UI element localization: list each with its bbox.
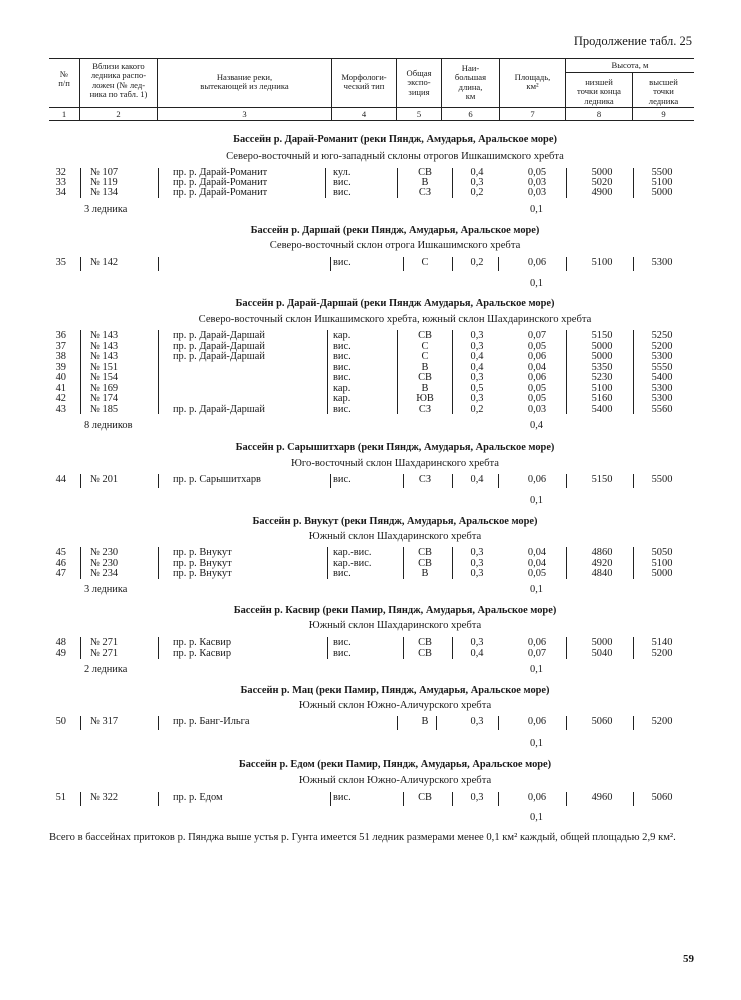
- cell-river: пр. р. Дарай-Романит: [173, 177, 268, 188]
- cell-type: вис.: [333, 187, 351, 198]
- cell-area: 0,05: [527, 167, 547, 178]
- cell-glacier: № 143: [90, 351, 119, 362]
- cell-exposition: СВ: [418, 547, 432, 558]
- cell-type: вис.: [333, 361, 351, 373]
- cell-length: 0,3: [470, 340, 484, 352]
- continuation-label: Продолжение табл. 25: [573, 34, 692, 48]
- cell-high-height: 5500: [651, 474, 673, 485]
- cell-number: 48: [55, 637, 66, 648]
- cell-type: вис.: [333, 257, 351, 268]
- cell-high-height: 5000: [651, 568, 673, 579]
- area-total: 0,1: [530, 495, 543, 506]
- cell-glacier: № 174: [90, 393, 119, 404]
- slope-subheading: Юго-восточный склон Шахдаринского хребта: [291, 458, 499, 469]
- header-col-height: Высота, м: [611, 60, 649, 70]
- cell-glacier: № 119: [90, 177, 118, 188]
- cell-area: 0,06: [527, 351, 547, 362]
- cell-type: вис.: [333, 568, 351, 579]
- cell-low-height: 5150: [591, 474, 613, 485]
- cell-length: 0,3: [470, 393, 484, 404]
- cell-type: вис.: [333, 637, 351, 648]
- cell-number: 51: [55, 792, 66, 803]
- cell-length: 0,4: [470, 361, 484, 373]
- header-col-area: Площадь, км²: [514, 72, 551, 92]
- cell-length: 0,2: [470, 403, 484, 415]
- cell-river: пр. р. Дарай-Романит: [173, 167, 268, 178]
- area-total: 0,4: [530, 420, 543, 431]
- cell-low-height: 5000: [591, 637, 613, 648]
- area-total: 0,1: [530, 278, 543, 289]
- cell-exposition: С: [421, 340, 429, 352]
- cell-type: кар.-вис.: [333, 547, 372, 558]
- cell-exposition: СВ: [418, 167, 432, 178]
- cell-area: 0,05: [527, 393, 547, 404]
- cell-river: пр. р. Дарай-Романит: [173, 187, 268, 198]
- cell-number: 44: [55, 474, 66, 485]
- table-row: [0, 547, 741, 558]
- cell-exposition: СВ: [418, 330, 432, 341]
- cell-low-height: 5000: [591, 351, 613, 362]
- cell-high-height: 5300: [651, 257, 673, 268]
- glacier-count: 3 ледника: [84, 584, 128, 595]
- cell-exposition: В: [421, 382, 429, 394]
- cell-glacier: № 169: [90, 382, 119, 394]
- cell-river: пр. р. Банг-Ильга: [173, 716, 250, 727]
- cell-area: 0,06: [527, 792, 547, 803]
- table-row: [0, 474, 741, 485]
- cell-river: пр. р. Едом: [173, 792, 223, 803]
- cell-number: 50: [55, 716, 66, 727]
- glacier-count: 2 ледника: [84, 664, 128, 675]
- cell-high-height: 5400: [651, 372, 673, 383]
- cell-river: пр. р. Дарай-Даршай: [173, 403, 265, 415]
- cell-exposition: В: [421, 716, 429, 727]
- table-row: [0, 404, 741, 415]
- cell-number: 35: [55, 257, 66, 268]
- cell-area: 0,03: [527, 187, 547, 198]
- cell-glacier: № 271: [90, 637, 119, 648]
- cell-exposition: СЗ: [418, 187, 432, 198]
- cell-area: 0,05: [527, 568, 547, 579]
- cell-exposition: СВ: [418, 557, 432, 569]
- cell-length: 0,3: [470, 568, 484, 579]
- cell-area: 0,06: [527, 257, 547, 268]
- slope-subheading: Южный склон Южно-Аличурского хребта: [298, 700, 492, 711]
- cell-number: 36: [55, 330, 66, 341]
- table-row: [0, 330, 741, 341]
- table-row: [0, 568, 741, 579]
- table-row: [0, 393, 741, 404]
- cell-area: 0,04: [527, 361, 547, 373]
- cell-number: 49: [55, 647, 66, 659]
- cell-high-height: 5050: [651, 547, 673, 558]
- cell-river: пр. р. Внукут: [173, 557, 232, 569]
- cell-length: 0,3: [470, 792, 484, 803]
- cell-exposition: СВ: [418, 637, 432, 648]
- cell-low-height: 4860: [591, 547, 613, 558]
- footnote: Всего в бассейнах притоков р. Пянджа выше устья р. Гунта имеется 51 ледник размерами менее 0,1 км² каждый, общей площадью 2,9 км².: [49, 832, 676, 843]
- cell-length: 0,3: [470, 557, 484, 569]
- basin-heading: Бассейн р. Едом (реки Памир, Пяндж, Амударья, Аральское море): [238, 759, 552, 770]
- cell-low-height: 5350: [591, 361, 613, 373]
- cell-exposition: ЮВ: [416, 393, 434, 404]
- cell-high-height: 5060: [651, 792, 673, 803]
- cell-length: 0,2: [470, 187, 484, 198]
- cell-exposition: СВ: [418, 372, 432, 383]
- cell-length: 0,3: [470, 547, 484, 558]
- cell-low-height: 5020: [591, 177, 613, 188]
- slope-subheading: Южный склон Шахдаринского хребта: [308, 531, 482, 542]
- cell-high-height: 5140: [651, 637, 673, 648]
- cell-length: 0,4: [470, 647, 484, 659]
- cell-low-height: 5160: [591, 393, 613, 404]
- cell-type: кар.-вис.: [333, 557, 372, 569]
- col-num-4: 4: [361, 109, 367, 119]
- cell-number: 47: [55, 568, 66, 579]
- cell-high-height: 5500: [651, 167, 673, 178]
- cell-river: пр. р. Касвир: [173, 637, 232, 648]
- header-col-highest-point: высшей точки ледника: [648, 77, 679, 106]
- cell-area: 0,06: [527, 716, 547, 727]
- basin-heading: Бассейн р. Сарышитхарв (реки Пяндж, Амударья, Аральское море): [235, 442, 555, 453]
- cell-type: вис.: [333, 403, 351, 415]
- cell-area: 0,07: [527, 330, 547, 341]
- cell-river: пр. р. Внукут: [173, 547, 232, 558]
- cell-river: пр. р. Дарай-Даршай: [173, 330, 265, 341]
- cell-glacier: № 143: [90, 340, 119, 352]
- cell-length: 0,3: [470, 716, 484, 727]
- cell-area: 0,06: [527, 637, 547, 648]
- cell-number: 39: [55, 361, 66, 373]
- cell-type: вис.: [333, 372, 351, 383]
- cell-number: 37: [55, 340, 66, 352]
- cell-number: 33: [55, 177, 66, 188]
- cell-number: 41: [55, 382, 66, 394]
- cell-glacier: № 201: [90, 474, 119, 485]
- cell-type: вис.: [333, 647, 351, 659]
- cell-length: 0,4: [470, 167, 484, 178]
- col-num-1: 1: [61, 109, 67, 119]
- cell-low-height: 5000: [591, 340, 613, 352]
- table-row: [0, 648, 741, 659]
- cell-low-height: 5060: [591, 716, 613, 727]
- cell-type: кул.: [333, 167, 351, 178]
- cell-glacier: № 234: [90, 568, 119, 579]
- cell-glacier: № 271: [90, 647, 119, 659]
- cell-glacier: № 185: [90, 403, 119, 415]
- cell-number: 40: [55, 372, 66, 383]
- table-row: [0, 383, 741, 394]
- basin-heading: Бассейн р. Внукут (реки Пяндж, Амударья, Аральское море): [252, 516, 538, 527]
- cell-high-height: 5550: [651, 361, 673, 373]
- cell-low-height: 5040: [591, 647, 613, 659]
- cell-length: 0,4: [470, 351, 484, 362]
- basin-heading: Бассейн р. Мац (реки Памир, Пяндж, Амударья, Аральское море): [240, 685, 550, 696]
- cell-type: кар.: [333, 382, 351, 394]
- cell-area: 0,06: [527, 372, 547, 383]
- cell-high-height: 5250: [651, 330, 673, 341]
- cell-low-height: 4920: [591, 557, 613, 569]
- basin-heading: Бассейн р. Касвир (реки Памир, Пяндж, Амударья, Аральское море): [233, 605, 557, 616]
- cell-type: вис.: [333, 351, 351, 362]
- cell-type: вис.: [333, 177, 351, 188]
- cell-river: пр. р. Касвир: [173, 647, 232, 659]
- cell-number: 32: [55, 167, 66, 178]
- table-row: [0, 637, 741, 648]
- header-col-length: Наи- большая длина, км: [454, 63, 487, 102]
- cell-low-height: 5000: [591, 167, 613, 178]
- cell-low-height: 5100: [591, 257, 613, 268]
- basin-heading: Бассейн р. Даршай (реки Пяндж, Амударья, Аральское море): [250, 225, 540, 236]
- cell-type: вис.: [333, 474, 351, 485]
- cell-number: 42: [55, 393, 66, 404]
- area-total: 0,1: [530, 664, 543, 675]
- cell-area: 0,07: [527, 647, 547, 659]
- table-row: [0, 341, 741, 352]
- cell-high-height: 5300: [651, 382, 673, 394]
- cell-river: пр. р. Дарай-Даршай: [173, 340, 265, 352]
- cell-high-height: 5100: [651, 177, 673, 188]
- cell-high-height: 5300: [651, 393, 673, 404]
- cell-low-height: 5100: [591, 382, 613, 394]
- cell-high-height: 5000: [651, 187, 673, 198]
- glacier-count: 8 ледников: [84, 420, 133, 431]
- glacier-count: 3 ледника: [84, 204, 128, 215]
- cell-glacier: № 142: [90, 257, 119, 268]
- cell-length: 0,3: [470, 372, 484, 383]
- cell-glacier: № 322: [90, 792, 119, 803]
- cell-low-height: 5400: [591, 403, 613, 415]
- cell-low-height: 5230: [591, 372, 613, 383]
- cell-exposition: В: [421, 568, 429, 579]
- header-col-exposition: Общая экспо- зиция: [406, 68, 432, 97]
- table-row: [0, 257, 741, 268]
- cell-area: 0,04: [527, 547, 547, 558]
- cell-area: 0,03: [527, 177, 547, 188]
- slope-subheading: Северо-восточный склон Ишкашимского хребта, южный склон Шахдаринского хребта: [198, 314, 592, 325]
- cell-length: 0,3: [470, 177, 484, 188]
- area-total: 0,1: [530, 204, 543, 215]
- cell-length: 0,4: [470, 474, 484, 485]
- cell-high-height: 5100: [651, 557, 673, 569]
- cell-high-height: 5200: [651, 716, 673, 727]
- cell-length: 0,2: [470, 257, 484, 268]
- basin-heading: Бассейн р. Дарай-Даршай (реки Пяндж Амударья, Аральское море): [235, 298, 555, 309]
- slope-subheading: Северо-восточный склон отрога Ишкашимского хребта: [269, 240, 521, 251]
- cell-number: 34: [55, 187, 66, 198]
- cell-area: 0,06: [527, 474, 547, 485]
- col-num-5: 5: [416, 109, 422, 119]
- cell-exposition: В: [421, 361, 429, 373]
- col-num-6: 6: [468, 109, 473, 119]
- cell-number: 46: [55, 557, 66, 569]
- cell-exposition: СВ: [418, 647, 432, 659]
- header-col-lowest-point: низшей точки конца ледника: [576, 77, 621, 106]
- cell-type: кар.: [333, 330, 351, 341]
- col-num-3: 3: [242, 109, 247, 119]
- cell-river: пр. р. Внукут: [173, 568, 232, 579]
- cell-glacier: № 230: [90, 557, 119, 569]
- table-row: [0, 362, 741, 373]
- cell-type: кар.: [333, 393, 351, 404]
- cell-area: 0,03: [527, 403, 547, 415]
- cell-exposition: С: [421, 351, 429, 362]
- header-col-river-name: Название реки, вытекающей из ледника: [200, 72, 289, 92]
- header-col-number: № п/п: [58, 69, 70, 89]
- col-num-2: 2: [116, 109, 121, 119]
- cell-number: 43: [55, 403, 66, 415]
- cell-glacier: № 154: [90, 372, 119, 383]
- table-row: [0, 716, 741, 727]
- table-row: [0, 187, 741, 198]
- cell-area: 0,05: [527, 340, 547, 352]
- cell-glacier: № 151: [90, 361, 119, 373]
- cell-number: 45: [55, 547, 66, 558]
- cell-high-height: 5560: [651, 403, 673, 415]
- cell-glacier: № 317: [90, 716, 119, 727]
- cell-exposition: СЗ: [418, 403, 432, 415]
- cell-low-height: 4960: [591, 792, 613, 803]
- slope-subheading: Северо-восточный и юго-западный склоны отрогов Ишкашимского хребта: [226, 151, 564, 162]
- table-row: [0, 351, 741, 362]
- header-col-morphological-type: Морфологи- ческий тип: [341, 72, 387, 92]
- header-col-nearby-glacier: Вблизи какого ледника распо- ложен (№ лед- ника по табл. 1): [89, 61, 148, 100]
- cell-glacier: № 134: [90, 187, 119, 198]
- cell-area: 0,04: [527, 557, 547, 569]
- cell-length: 0,5: [470, 382, 484, 394]
- cell-glacier: № 107: [90, 167, 119, 178]
- col-num-9: 9: [661, 109, 666, 119]
- cell-type: вис.: [333, 792, 351, 803]
- area-total: 0,1: [530, 738, 543, 749]
- cell-low-height: 4900: [591, 187, 613, 198]
- table-row: [0, 792, 741, 803]
- cell-type: вис.: [333, 340, 351, 352]
- cell-high-height: 5300: [651, 351, 673, 362]
- cell-high-height: 5200: [651, 340, 673, 352]
- table-row: [0, 372, 741, 383]
- area-total: 0,1: [530, 584, 543, 595]
- cell-low-height: 4840: [591, 568, 613, 579]
- cell-exposition: СВ: [418, 792, 432, 803]
- cell-river: пр. р. Сарышитхарв: [173, 474, 261, 485]
- cell-exposition: С: [421, 257, 429, 268]
- area-total: 0,1: [530, 812, 543, 823]
- cell-length: 0,3: [470, 330, 484, 341]
- slope-subheading: Южный склон Шахдаринского хребта: [308, 620, 482, 631]
- cell-river: пр. р. Дарай-Даршай: [173, 351, 265, 362]
- cell-number: 38: [55, 351, 66, 362]
- cell-length: 0,3: [470, 637, 484, 648]
- cell-high-height: 5200: [651, 647, 673, 659]
- cell-area: 0,05: [527, 382, 547, 394]
- cell-low-height: 5150: [591, 330, 613, 341]
- basin-heading: Бассейн р. Дарай-Романит (реки Пяндж, Амударья, Аральское море): [233, 134, 557, 145]
- cell-exposition: В: [421, 177, 429, 188]
- slope-subheading: Южный склон Южно-Аличурского хребта: [298, 775, 492, 786]
- col-num-8: 8: [596, 109, 602, 119]
- page-number: 59: [683, 953, 694, 965]
- cell-exposition: СЗ: [418, 474, 432, 485]
- cell-glacier: № 143: [90, 330, 119, 341]
- cell-glacier: № 230: [90, 547, 119, 558]
- table-row: [0, 558, 741, 569]
- col-num-7: 7: [530, 109, 535, 119]
